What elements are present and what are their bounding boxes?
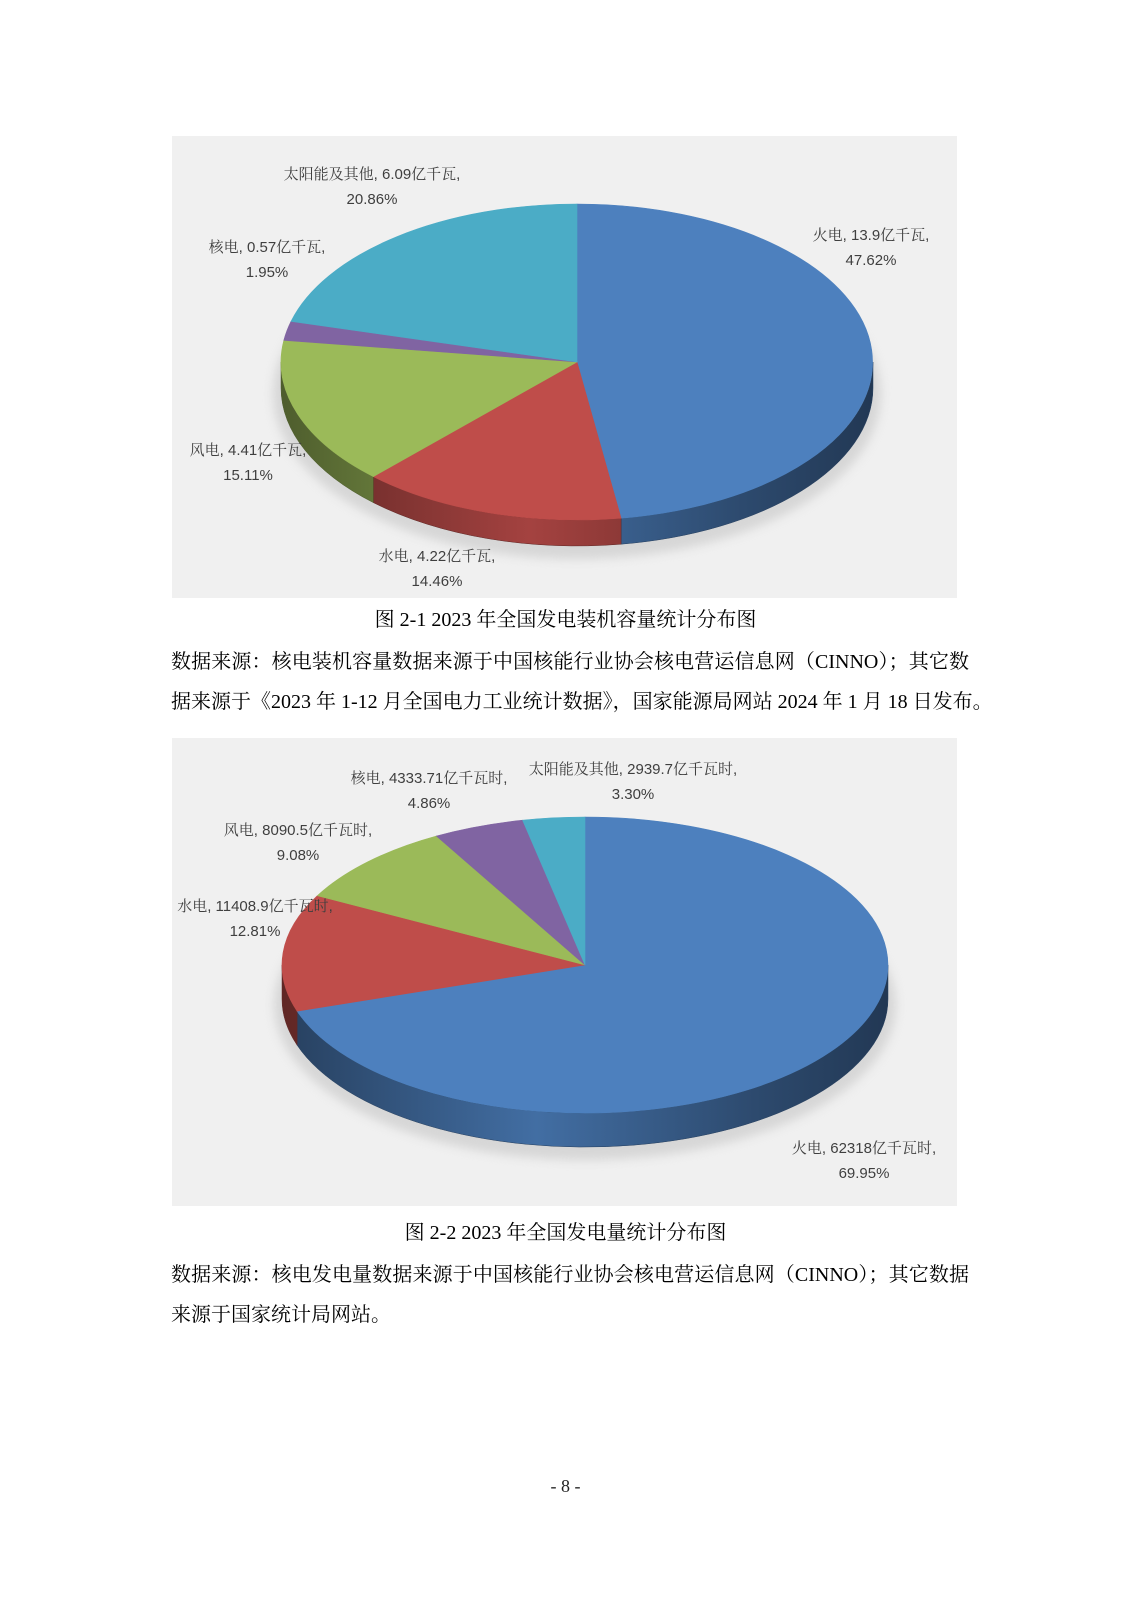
slice-label-percent: 4.86%	[407, 794, 451, 812]
slice-label-text: 核电, 4333.71亿千瓦时,	[350, 769, 508, 787]
slice-label-text: 核电, 0.57亿千瓦,	[208, 238, 326, 256]
slice-label-text: 火电, 62318亿千瓦时,	[791, 1139, 937, 1157]
source-line: 数据来源：核电装机容量数据来源于中国核能行业协会核电营运信息网（CINNO）；其它数	[171, 651, 969, 673]
slice-label-percent: 20.86%	[346, 190, 398, 208]
slice-label-text: 水电, 4.22亿千瓦,	[378, 547, 496, 565]
slice-label-solar	[529, 757, 737, 807]
figure-caption: 图 2-1 2023 年全国发电装机容量统计分布图	[374, 609, 757, 631]
page-number: - 8 -	[550, 1476, 581, 1496]
slice-label-thermal	[813, 223, 930, 273]
slice-label-text: 风电, 8090.5亿千瓦时,	[223, 821, 373, 839]
source-line: 来源于国家统计局网站。	[171, 1304, 391, 1326]
source-line: 数据来源：核电发电量数据来源于中国核能行业协会核电营运信息网（CINNO）；其它数据	[171, 1264, 969, 1286]
slice-label-thermal	[792, 1136, 936, 1186]
slice-label-hydro	[379, 544, 496, 594]
slice-label-percent: 69.95%	[838, 1164, 890, 1182]
source-line: 据来源于《2023 年 1-12 月全国电力工业统计数据》，国家能源局网站 2024 年 1 月 18 日发布。	[171, 691, 993, 713]
pie-chart-generation	[172, 738, 957, 1206]
slice-label-solar	[284, 162, 461, 212]
slice-label-nuclear	[351, 766, 508, 816]
slice-label-text: 水电, 11408.9亿千瓦时,	[177, 897, 333, 915]
slice-label-percent: 15.11%	[223, 466, 273, 484]
slice-label-text: 风电, 4.41亿千瓦,	[189, 441, 307, 459]
data-source-note	[171, 642, 993, 722]
pie-chart-installed-capacity	[172, 136, 957, 598]
slice-label-percent: 12.81%	[229, 922, 281, 940]
slice-label-hydro	[177, 894, 333, 944]
slice-label-nuclear	[209, 235, 326, 285]
slice-label-text: 火电, 13.9亿千瓦,	[812, 226, 930, 244]
data-source-note	[171, 1255, 969, 1335]
slice-label-percent: 14.46%	[411, 572, 463, 590]
slice-label-percent: 1.95%	[245, 263, 289, 281]
figure-caption: 图 2-2 2023 年全国发电量统计分布图	[404, 1222, 727, 1244]
slice-label-percent: 3.30%	[611, 785, 655, 803]
slice-label-text: 太阳能及其他, 2939.7亿千瓦时,	[528, 760, 738, 778]
slice-label-percent: 9.08%	[276, 846, 320, 864]
slice-label-percent: 47.62%	[845, 251, 897, 269]
slice-label-wind	[224, 818, 372, 868]
slice-label-text: 太阳能及其他, 6.09亿千瓦,	[283, 165, 461, 183]
slice-label-wind	[190, 438, 307, 488]
